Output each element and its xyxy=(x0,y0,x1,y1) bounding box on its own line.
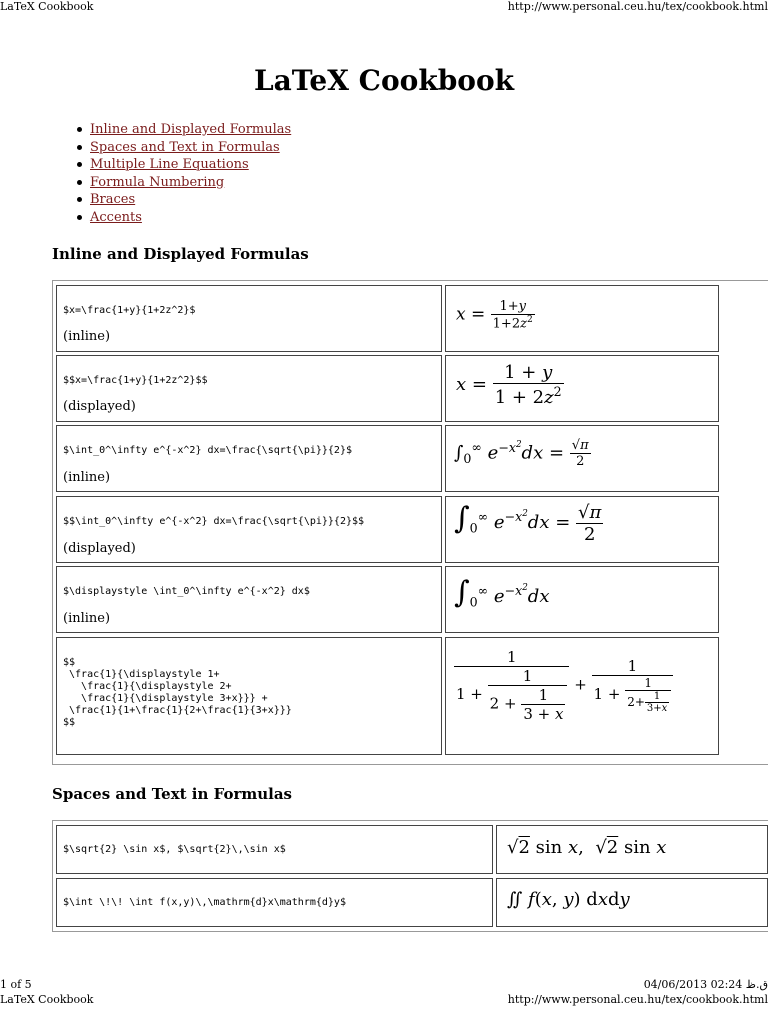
toc-link-spaces-text[interactable]: Spaces and Text in Formulas xyxy=(90,139,280,155)
latex-code: $\sqrt{2} \sin x$, $\sqrt{2}\,\sin x$ xyxy=(63,844,286,855)
latex-code: $$x=\frac{1+y}{1+2z^2}$$ xyxy=(63,375,208,386)
rendered-formula: ∬ f(x, y) dxdy xyxy=(507,889,630,910)
code-cell xyxy=(56,637,442,755)
rendered-formula: $\int_0^\infty$ $e^{-x^2}dx$ = $\frac{√\pi}{2}$ xyxy=(454,501,602,545)
page-title: LaTeX Cookbook xyxy=(253,64,515,97)
rendered-formula: 1 1 + 1 2 + $\frac{1}{3 + x}$ + 1 1 + 1 2+ $\frac{1}{3+x}$ xyxy=(454,648,673,723)
code-cell xyxy=(56,496,442,563)
latex-code: $$ \frac{1}{\displaystyle 1+ \frac{1}{\displaystyle 2+ \frac{1}{\displaystyle 3+x}}} + \frac{1}{1+\frac{1}{2+\frac{1}{3+x}}} $$ xyxy=(63,657,292,728)
render-cell xyxy=(445,285,719,352)
rendered-formula: $\int_0^\infty$ $e^{-x^2}dx$ xyxy=(454,575,550,610)
print-datetime: 04/06/2013 02:24 ق.ظ xyxy=(643,978,768,991)
toc-item[interactable] xyxy=(70,191,291,209)
header-url: http://www.personal.ceu.hu/tex/cookbook.html xyxy=(507,0,768,13)
toc-item[interactable] xyxy=(70,209,291,227)
mode-note: (displayed) xyxy=(63,399,136,414)
rendered-formula: $\int_0^\infty$ $e^{-x^2}dx$ = $\frac{√\pi}{2}$ xyxy=(454,438,589,469)
rendered-formula: x = $\frac{1+y}{1+2z^2}$ xyxy=(456,299,533,332)
page-count: 1 of 5 xyxy=(0,978,32,991)
render-cell xyxy=(496,825,768,874)
code-cell xyxy=(56,878,493,927)
toc-link-inline-displayed[interactable]: Inline and Displayed Formulas xyxy=(90,122,292,137)
toc-item[interactable] xyxy=(70,156,291,174)
toc-link-braces[interactable]: Braces xyxy=(90,192,136,208)
mode-note: (displayed) xyxy=(63,541,136,556)
code-cell xyxy=(56,566,442,633)
mode-note: (inline) xyxy=(63,470,111,485)
rendered-formula: √2 sin x, √2 sin x xyxy=(507,837,667,858)
header-url-next: http://www.personal.ceu.hu/tex/cookbook.html xyxy=(507,993,768,1006)
render-cell xyxy=(445,566,719,633)
header-title: LaTeX Cookbook xyxy=(0,0,94,13)
header-title-next: LaTeX Cookbook xyxy=(0,993,94,1006)
render-cell xyxy=(445,637,719,755)
code-cell xyxy=(56,425,442,492)
toc-item[interactable] xyxy=(70,139,291,157)
toc-link-accents[interactable]: Accents xyxy=(90,209,142,225)
latex-code: $\int_0^\infty e^{-x^2} dx=\frac{\sqrt{\pi}}{2}$ xyxy=(63,445,352,456)
render-cell xyxy=(445,355,719,422)
toc-item[interactable] xyxy=(70,174,291,192)
toc-link-formula-numbering[interactable]: Formula Numbering xyxy=(90,174,225,190)
rendered-formula: x = $\frac{1 + y}{1 + 2z^2}$ xyxy=(456,362,562,408)
table-of-contents xyxy=(70,121,291,227)
code-cell xyxy=(56,285,442,352)
mode-note: (inline) xyxy=(63,611,111,626)
latex-code: $\displaystyle \int_0^\infty e^{-x^2} dx$ xyxy=(63,586,310,597)
print-header xyxy=(0,0,768,14)
code-cell xyxy=(56,825,493,874)
latex-code: $x=\frac{1+y}{1+2z^2}$ xyxy=(63,305,196,316)
render-cell xyxy=(496,878,768,927)
latex-code: $$\int_0^\infty e^{-x^2} dx=\frac{\sqrt{\pi}}{2}$$ xyxy=(63,516,365,527)
render-cell xyxy=(445,425,719,492)
mode-note: (inline) xyxy=(63,329,111,344)
section-heading-inline: Inline and Displayed Formulas xyxy=(52,245,309,263)
section-heading-spaces: Spaces and Text in Formulas xyxy=(52,785,292,803)
toc-link-multiple-line[interactable]: Multiple Line Equations xyxy=(90,157,249,173)
code-cell xyxy=(56,355,442,422)
toc-item[interactable] xyxy=(70,121,291,139)
render-cell xyxy=(445,496,719,563)
latex-code: $\int \!\! \int f(x,y)\,\mathrm{d}x\mathrm{d}y$ xyxy=(63,897,346,908)
